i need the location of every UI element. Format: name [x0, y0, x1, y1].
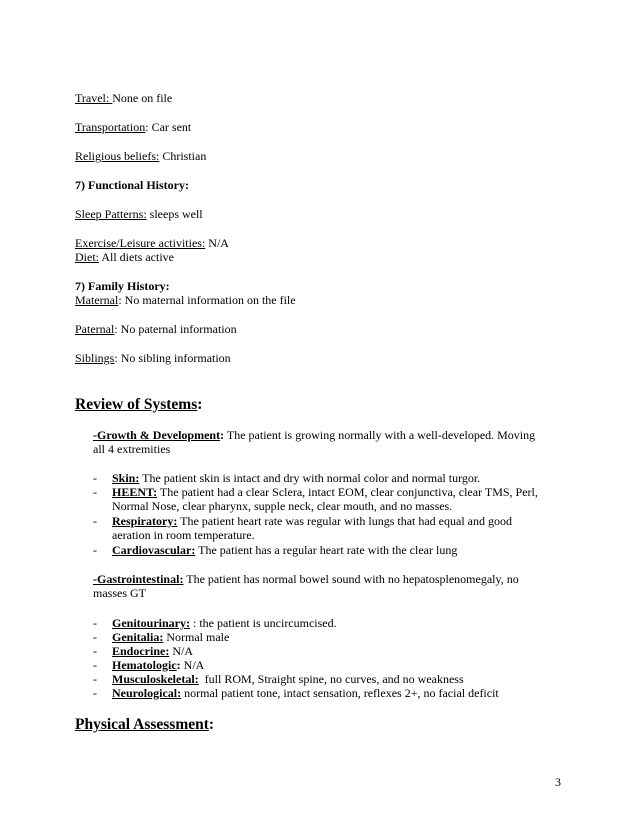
religious-value: Christian [159, 149, 207, 163]
sleep-line [75, 207, 203, 221]
skin-text: The patient skin is intact and dry with normal color and normal turgor. [139, 471, 481, 485]
gastro-text-1: The patient has normal bowel sound with no hepatosplenomegaly, no [183, 572, 519, 586]
musculoskeletal-text: full ROM, Straight spine, no curves, and no weakness [198, 672, 464, 686]
ros-heading-label: Review of Systems [75, 396, 198, 413]
travel-label: Travel: [75, 91, 113, 105]
ros-item-musculoskeletal [112, 672, 572, 686]
cardiovascular-text: The patient has a regular heart rate with the clear lung [195, 543, 458, 557]
ros-item-genitourinary [112, 616, 572, 630]
cardiovascular-label: Cardiovascular: [112, 543, 196, 557]
siblings-label: Siblings [75, 351, 115, 365]
list-dash: - [93, 514, 97, 528]
transportation-line [75, 120, 191, 134]
siblings-line [75, 351, 231, 365]
transportation-label: Transportation [75, 120, 146, 134]
sleep-value: sleeps well [146, 207, 203, 221]
hematologic-label: Hematologic [112, 658, 177, 672]
travel-value: None on file [112, 91, 173, 105]
review-of-systems-heading [75, 396, 202, 414]
genitalia-label: Genitalia: [112, 630, 164, 644]
pa-heading-label: Physical Assessment [75, 716, 209, 733]
physical-assessment-heading [75, 716, 214, 734]
ros-heading-colon: : [197, 396, 203, 413]
pa-heading-colon: : [208, 716, 215, 733]
respiratory-text-1: The patient heart rate was regular with lungs that had equal and good [177, 514, 512, 528]
list-dash: - [93, 686, 97, 700]
exercise-line [75, 236, 229, 250]
growth-development-paragraph [93, 428, 568, 456]
sleep-label: Sleep Patterns: [75, 207, 147, 221]
ros-item-skin [112, 471, 572, 485]
genitourinary-text: : the patient is uncircumcised. [190, 616, 337, 630]
growth-text-2: all 4 extremities [93, 442, 171, 456]
religious-label: Religious beliefs: [75, 149, 160, 163]
list-dash: - [93, 658, 97, 672]
heent-text-2: Normal Nose, clear pharynx, supple neck, clear mouth, and no masses. [112, 499, 453, 513]
ros-item-endocrine [112, 644, 572, 658]
list-dash: - [93, 543, 97, 557]
ros-item-heent [112, 485, 572, 513]
endocrine-label: Endocrine: [112, 644, 170, 658]
transportation-value: : Car sent [145, 120, 192, 134]
ros-item-cardiovascular [112, 543, 572, 557]
list-dash: - [93, 616, 97, 630]
skin-label: Skin: [112, 471, 140, 485]
list-dash: - [93, 485, 97, 499]
hematologic-colon: : [176, 658, 181, 672]
heent-label: HEENT: [112, 485, 158, 499]
siblings-value: : No sibling information [114, 351, 231, 365]
diet-line [75, 250, 174, 264]
religious-line [75, 149, 206, 163]
family-history-heading: 7) Family History: [75, 279, 170, 293]
paternal-label: Paternal [75, 322, 115, 336]
ros-item-genitalia [112, 630, 572, 644]
list-dash: - [93, 471, 97, 485]
page-number: 3 [555, 775, 561, 789]
neurological-label: Neurological: [112, 686, 182, 700]
list-dash: - [93, 672, 97, 686]
genitalia-text: Normal male [163, 630, 230, 644]
diet-value: All diets active [99, 250, 174, 264]
maternal-value: : No maternal information on the file [118, 293, 296, 307]
gastro-label: -Gastrointestinal: [93, 572, 184, 586]
growth-colon: : [220, 428, 225, 442]
ros-item-neurological [112, 686, 572, 700]
travel-line [75, 91, 172, 105]
gastrointestinal-paragraph [93, 572, 568, 600]
respiratory-label: Respiratory: [112, 514, 178, 528]
ros-item-hematologic [112, 658, 572, 672]
exercise-value: N/A [205, 236, 229, 250]
musculoskeletal-label: Musculoskeletal: [112, 672, 199, 686]
maternal-line [75, 293, 296, 307]
exercise-label: Exercise/Leisure activities: [75, 236, 206, 250]
growth-label: -Growth & Development [93, 428, 221, 442]
diet-label: Diet: [75, 250, 99, 264]
paternal-line [75, 322, 237, 336]
heent-text-1: The patient had a clear Sclera, intact EOM, clear conjunctiva, clear TMS, Perl, [157, 485, 538, 499]
list-dash: - [93, 644, 97, 658]
gastro-text-2: masses GT [93, 586, 146, 600]
growth-text-1: The patient is growing normally with a well-developed. Moving [224, 428, 536, 442]
functional-history-heading: 7) Functional History: [75, 178, 189, 192]
paternal-value: : No paternal information [114, 322, 237, 336]
ros-item-respiratory [112, 514, 572, 542]
hematologic-text: N/A [180, 658, 205, 672]
list-dash: - [93, 630, 97, 644]
endocrine-text: N/A [169, 644, 194, 658]
maternal-label: Maternal [75, 293, 119, 307]
respiratory-text-2: aeration in room temperature. [112, 528, 255, 542]
neurological-text: normal patient tone, intact sensation, reflexes 2+, no facial deficit [181, 686, 499, 700]
genitourinary-label: Genitourinary: [112, 616, 190, 630]
